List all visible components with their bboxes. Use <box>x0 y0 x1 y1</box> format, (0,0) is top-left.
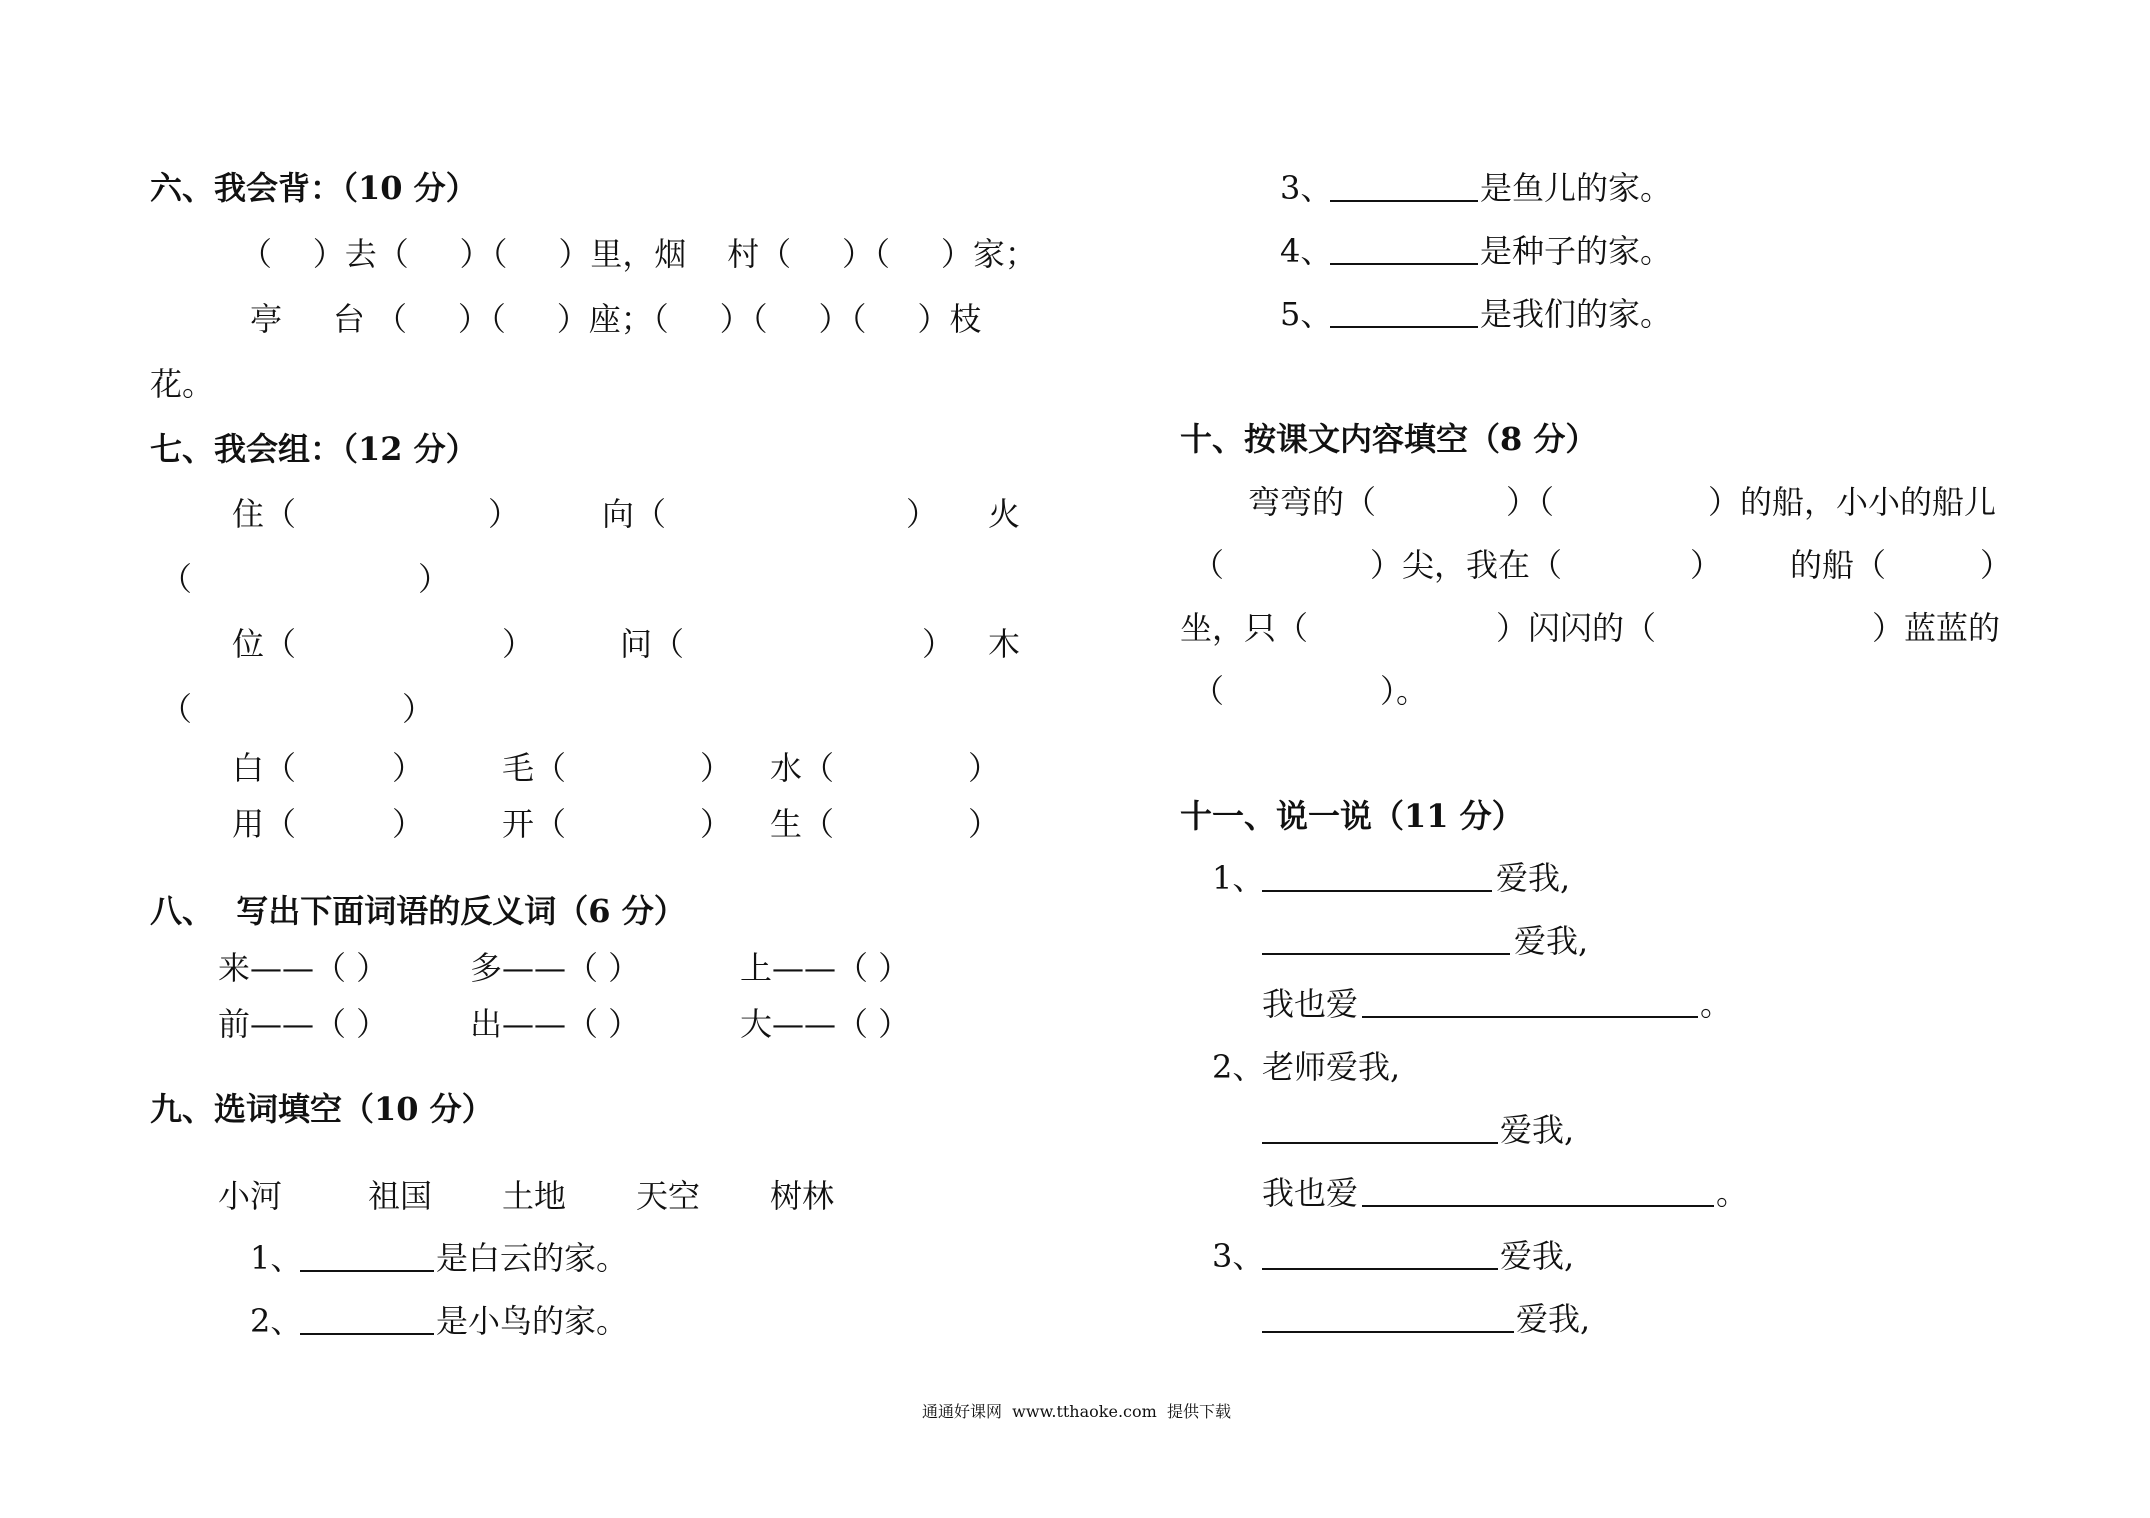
text-segment: ）尖，我在（ <box>1370 546 1563 584</box>
section-10-title: 十、按课文内容填空（8 分） <box>1180 420 1598 458</box>
section-6-line-2: 亭 台 （ ）（ ）座；（ ）（ ）（ ）枝 <box>250 300 982 338</box>
text-segment: ）蓝蓝的 <box>1872 609 2001 647</box>
antonym-item: 前——（ ） <box>218 1005 389 1043</box>
fill-item-text: 是白云的家。 <box>436 1239 629 1277</box>
blank-line <box>1330 326 1478 328</box>
fill-item-text: 是鱼儿的家。 <box>1480 169 1673 207</box>
fill-item-number: 1、 <box>250 1239 303 1277</box>
text-segment: ）的船，小小的船儿 <box>1708 483 1997 521</box>
word-group-huo: 火 <box>988 495 1021 533</box>
say-text: 我也爱 <box>1262 985 1359 1023</box>
fill-item-number: 4、 <box>1280 232 1333 270</box>
say-text: 老师爱我, <box>1262 1048 1401 1086</box>
word-choice: 天空 <box>636 1177 701 1215</box>
fill-item-number: 3、 <box>1280 169 1333 207</box>
paren-close: ） <box>906 495 939 533</box>
section-8-title: 八、 写出下面词语的反义词（6 分） <box>150 892 686 930</box>
say-text: 。 <box>1700 985 1733 1023</box>
text-segment: 的船（ <box>1790 546 1887 584</box>
paren-close: ） <box>700 805 733 843</box>
fill-item-text: 是种子的家。 <box>1480 232 1673 270</box>
say-item-number: 1、 <box>1212 859 1265 897</box>
antonym-item: 多——（ ） <box>470 949 641 987</box>
antonym-item: 大——（ ） <box>740 1005 911 1043</box>
fill-item-text: 是小鸟的家。 <box>436 1302 629 1340</box>
fill-item-text: 是我们的家。 <box>1480 295 1673 333</box>
text-segment: ） <box>1980 546 2013 584</box>
text-segment: ）闪闪的（ <box>1496 609 1657 647</box>
section-11-title: 十一、说一说（11 分） <box>1180 797 1524 835</box>
paren-close: ） <box>392 805 425 843</box>
word-group-wen: 问（ <box>620 625 685 663</box>
paren-close: ） <box>968 805 1001 843</box>
word-group-xiang: 向（ <box>602 495 667 533</box>
word-choice: 树林 <box>770 1177 835 1215</box>
footer-source: 通通好课网 www.tthaoke.com 提供下载 <box>922 1402 1231 1421</box>
paren-close: ） <box>488 495 521 533</box>
word-choice: 土地 <box>502 1177 567 1215</box>
word-choice: 祖国 <box>368 1177 433 1215</box>
paren-close: ） <box>418 560 451 598</box>
blank-line <box>1362 1205 1714 1207</box>
say-text: 我也爱 <box>1262 1174 1359 1212</box>
word-group-sheng: 生（ <box>770 805 835 843</box>
blank-line <box>1262 1142 1498 1144</box>
section-7-title: 七、我会组：（12 分） <box>150 430 478 468</box>
say-text: 。 <box>1716 1174 1749 1212</box>
paren-close: ） <box>392 749 425 787</box>
antonym-item: 上——（ ） <box>740 949 911 987</box>
word-group-yong: 用（ <box>232 805 297 843</box>
word-group-wei: 位（ <box>232 625 297 663</box>
say-text: 爱我, <box>1500 1237 1575 1275</box>
word-group-kai: 开（ <box>502 805 567 843</box>
antonym-item: 来——（ ） <box>218 949 389 987</box>
text-segment: （ <box>1192 672 1225 710</box>
blank-line <box>300 1270 434 1272</box>
say-item-number: 2、 <box>1212 1048 1265 1086</box>
text-segment: ）（ <box>1506 483 1555 521</box>
word-group-shui: 水（ <box>770 749 835 787</box>
blank-line <box>1262 890 1492 892</box>
word-group-mu: 木 <box>988 625 1021 663</box>
blank-line <box>1330 200 1478 202</box>
say-text: 爱我, <box>1514 922 1589 960</box>
fill-item-number: 5、 <box>1280 295 1333 333</box>
blank-line <box>1262 953 1510 955</box>
paren-close: ） <box>502 625 535 663</box>
say-text: 爱我, <box>1496 859 1571 897</box>
text-segment: 弯弯的（ <box>1248 483 1377 521</box>
paren-open: （ <box>160 690 193 728</box>
paren-close: ） <box>922 625 955 663</box>
text-segment: （ <box>1192 546 1225 584</box>
text-segment: ） <box>1690 546 1723 584</box>
blank-line <box>300 1333 434 1335</box>
word-group-mao: 毛（ <box>502 749 567 787</box>
paren-open: （ <box>160 560 193 598</box>
say-item-number: 3、 <box>1212 1237 1265 1275</box>
text-segment: ）。 <box>1380 672 1429 710</box>
word-group-zhu: 住（ <box>232 495 297 533</box>
paren-close: ） <box>402 690 435 728</box>
antonym-item: 出——（ ） <box>470 1005 641 1043</box>
fill-item-number: 2、 <box>250 1302 303 1340</box>
section-9-title: 九、选词填空（10 分） <box>150 1090 494 1128</box>
blank-line <box>1330 263 1478 265</box>
say-text: 爱我, <box>1500 1111 1575 1149</box>
paren-close: ） <box>700 749 733 787</box>
section-6-line-1: （ ）去（ ）（ ）里，烟 村（ ）（ ）家； <box>240 235 1037 273</box>
blank-line <box>1262 1331 1514 1333</box>
section-6-line-3: 花。 <box>150 365 215 403</box>
say-text: 爱我, <box>1516 1300 1591 1338</box>
section-6-title: 六、我会背：（10 分） <box>150 169 478 207</box>
word-choice: 小河 <box>218 1177 283 1215</box>
paren-close: ） <box>968 749 1001 787</box>
word-group-bai: 白（ <box>232 749 297 787</box>
text-segment: 坐，只（ <box>1180 609 1309 647</box>
blank-line <box>1362 1016 1698 1018</box>
blank-line <box>1262 1268 1498 1270</box>
